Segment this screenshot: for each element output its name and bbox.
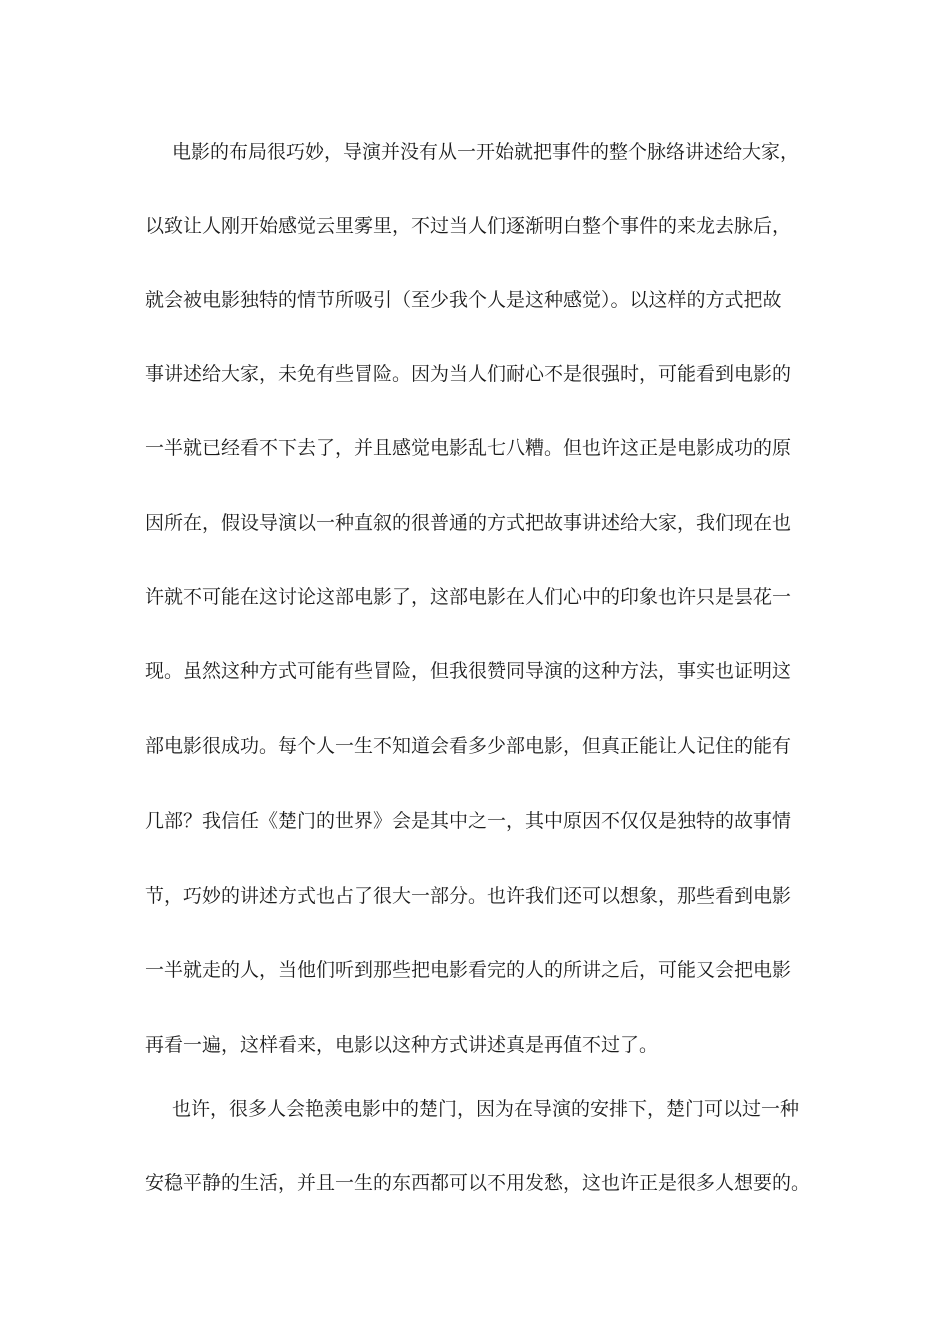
paragraph-1-line-7: 许就不可能在这讨论这部电影了，这部电影在人们心中的印象也许只是昙花一 bbox=[145, 586, 792, 608]
paragraph-1-line-3: 就会被电影独特的情节所吸引（至少我个人是这种感觉）。以这样的方式把故 bbox=[145, 289, 782, 311]
paragraph-2-line-2: 安稳平静的生活，并且一生的东西都可以不用发愁，这也许正是很多人想要的。 bbox=[145, 1172, 811, 1194]
paragraph-1-line-2: 以致让人刚开始感觉云里雾里，不过当人们逐渐明白整个事件的来龙去脉后， bbox=[145, 215, 792, 237]
paragraph-1-line-11: 节，巧妙的讲述方式也占了很大一部分。也许我们还可以想象，那些看到电影 bbox=[145, 885, 792, 907]
paragraph-1-line-13: 再看一遍，这样看来，电影以这种方式讲述真是再值不过了。 bbox=[145, 1034, 659, 1056]
paragraph-1-line-12: 一半就走的人，当他们听到那些把电影看完的人的所讲之后，可能又会把电影 bbox=[145, 959, 792, 981]
paragraph-1-line-10: 几部？我信任《楚门的世界》会是其中之一，其中原因不仅仅是独特的故事情 bbox=[145, 810, 792, 832]
paragraph-1-line-1: 电影的布局很巧妙，导演并没有从一开始就把事件的整个脉络讲述给大家， bbox=[172, 141, 800, 163]
paragraph-1-line-5: 一半就已经看不下去了，并且感觉电影乱七八糟。但也许这正是电影成功的原 bbox=[145, 437, 792, 459]
paragraph-1-line-6: 因所在，假设导演以一种直叙的很普通的方式把故事讲述给大家，我们现在也 bbox=[145, 512, 792, 534]
paragraph-2-line-1: 也许，很多人会艳羡电影中的楚门，因为在导演的安排下，楚门可以过一种 bbox=[172, 1098, 800, 1120]
paragraph-1-line-8: 现。虽然这种方式可能有些冒险，但我很赞同导演的这种方法，事实也证明这 bbox=[145, 660, 792, 682]
paragraph-1-line-4: 事讲述给大家，未免有些冒险。因为当人们耐心不是很强时，可能看到电影的 bbox=[145, 363, 792, 385]
paragraph-1-line-9: 部电影很成功。每个人一生不知道会看多少部电影，但真正能让人记住的能有 bbox=[145, 735, 792, 757]
